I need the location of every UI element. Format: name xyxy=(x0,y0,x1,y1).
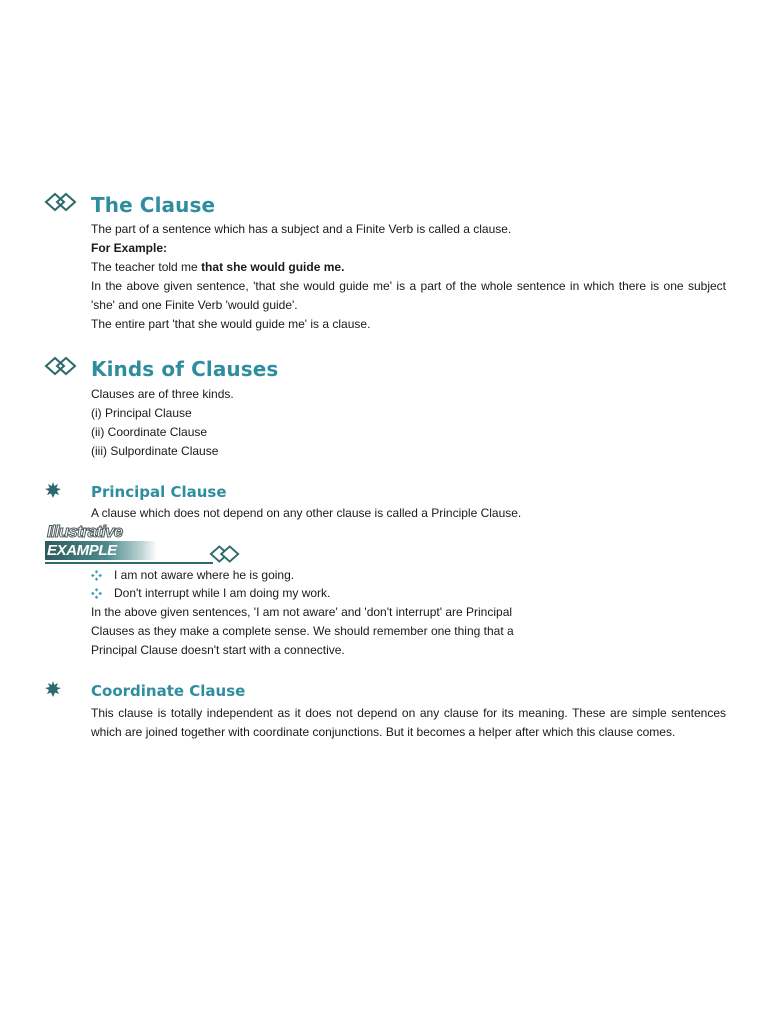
section-title-principal: Principal Clause xyxy=(91,483,227,501)
kinds-item: (iii) Sulpordinate Clause xyxy=(91,444,219,458)
diamond-outline-icon xyxy=(44,355,78,377)
principal-definition: A clause which does not depend on any other clause is called a Principle Clause. xyxy=(91,506,522,520)
example-sentence xyxy=(91,258,344,277)
diamond-outline-icon xyxy=(44,191,78,213)
kinds-intro: Clauses are of three kinds. xyxy=(91,387,234,401)
diamond-outline-icon xyxy=(209,543,241,565)
star-burst-icon xyxy=(45,681,61,697)
section-title-kinds: Kinds of Clauses xyxy=(91,357,279,381)
principal-explanation-line: In the above given sentences, 'I am not aware' and 'don't interrupt' are Principal xyxy=(91,605,513,619)
kinds-item: (ii) Coordinate Clause xyxy=(91,425,208,439)
clause-conclusion: The entire part 'that she would guide me' is a clause. xyxy=(91,317,371,331)
example-prefix: The teacher told me xyxy=(91,260,202,274)
diamond-bullet-icon xyxy=(91,588,102,599)
clause-explanation: In the above given sentence, 'that she would guide me' is a part of the whole sentence in which there is one subject 'she' and one Finite Verb 'would guide'. xyxy=(91,279,726,312)
illustrative-example-banner xyxy=(45,522,245,566)
example-bold: that she would guide me. xyxy=(201,260,345,274)
example-label: For Example: xyxy=(91,241,168,255)
clause-definition: The part of a sentence which has a subject and a Finite Verb is called a clause. xyxy=(91,222,512,236)
section-title-clause: The Clause xyxy=(91,193,216,217)
example-text: I am not aware where he is going. xyxy=(114,568,295,582)
principal-explanation-line: Clauses as they make a complete sense. We should remember one thing that a xyxy=(91,624,514,638)
coordinate-text: This clause is totally independent as it does not depend on any clause for its meaning. These are simple sentences which are joined together with coordinate conjunctions. But it becomes a helper after which this clause comes. xyxy=(91,706,726,739)
banner-rule xyxy=(45,562,213,564)
example-text: Don't interrupt while I am doing my work. xyxy=(114,586,331,600)
principal-explanation-line: Principal Clause doesn't start with a connective. xyxy=(91,643,345,657)
star-burst-icon xyxy=(45,482,61,498)
kinds-item: (i) Principal Clause xyxy=(91,406,192,420)
section-title-coordinate: Coordinate Clause xyxy=(91,682,246,700)
banner-subtitle: EXAMPLE xyxy=(47,542,117,559)
diamond-bullet-icon xyxy=(91,570,102,581)
banner-title: Illustrative xyxy=(47,522,123,541)
